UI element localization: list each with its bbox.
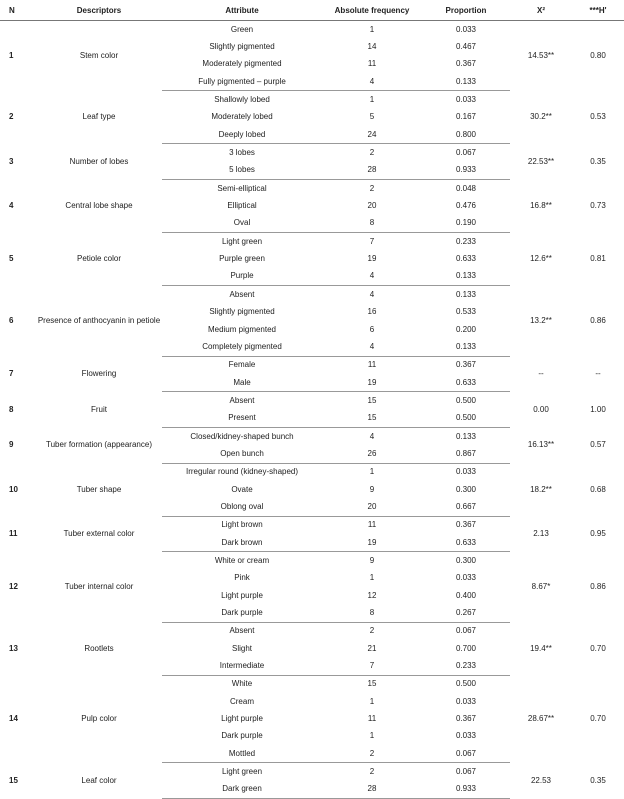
proportion-cell: 0.133 [422, 338, 510, 356]
proportion-cell: 0.667 [422, 498, 510, 516]
frequency-cell: 4 [322, 73, 422, 91]
attribute-cell: Completely pigmented [162, 338, 322, 356]
proportion-cell: 0.033 [455, 24, 477, 34]
proportion-cell: 0.867 [422, 445, 510, 463]
proportion-cell: 0.067 [455, 767, 477, 777]
diversity-index-cell: 0.70 [590, 643, 606, 653]
attribute-cell: Oval [162, 215, 322, 233]
header-diversity-index: ***H' [572, 0, 624, 21]
chi-square-cell: 16.8** [530, 201, 552, 211]
table-row [0, 91, 624, 109]
attribute-cell: Light purple [221, 590, 263, 600]
frequency-cell: 1 [369, 573, 375, 583]
diversity-index-cell: 0.53 [590, 112, 606, 122]
chi-square-cell: 18.2** [530, 484, 552, 494]
table-row [0, 392, 624, 410]
row-number: 10 [9, 484, 18, 494]
frequency-cell: 26 [322, 445, 422, 463]
header-descriptors: Descriptors [36, 0, 162, 21]
table-row [0, 552, 624, 570]
frequency-cell: 28 [322, 781, 422, 799]
table-header [0, 0, 624, 21]
diversity-index-cell: 0.68 [590, 484, 606, 494]
frequency-cell: 14 [367, 42, 377, 52]
table-row [0, 356, 624, 374]
frequency-cell: 11 [367, 520, 377, 530]
attribute-cell: Cream [229, 696, 254, 706]
descriptor-name: Petiole color [76, 254, 122, 264]
attribute-cell: White or cream [214, 555, 270, 565]
proportion-cell: 0.067 [455, 148, 477, 158]
frequency-cell: 19 [367, 254, 377, 264]
attribute-cell: Moderately lobed [211, 112, 273, 122]
table-row [0, 233, 624, 251]
attribute-cell: Light green [221, 236, 263, 246]
frequency-cell: 7 [322, 657, 422, 675]
attribute-cell: Purple green [219, 254, 265, 264]
row-number: 3 [9, 156, 14, 166]
proportion-cell: 0.933 [422, 162, 510, 180]
descriptor-name: Central lobe shape [65, 201, 133, 211]
attribute-cell: Male [162, 374, 322, 392]
row-number: 12 [9, 582, 18, 591]
frequency-cell: 20 [322, 498, 422, 516]
row-number: 5 [9, 254, 14, 264]
frequency-cell: 7 [369, 236, 375, 246]
header-absolute-frequency: Absolute frequency [322, 0, 422, 21]
attribute-cell: Semi-elliptical [217, 183, 267, 193]
table-row [0, 675, 624, 693]
attribute-cell: Light purple [221, 714, 263, 724]
row-number: 6 [9, 315, 14, 325]
chi-square-cell: 22.53** [527, 156, 555, 166]
table-row [0, 286, 624, 304]
diversity-index-cell: 0.80 [590, 50, 606, 60]
frequency-cell: 11 [367, 59, 377, 69]
frequency-cell: 1 [369, 467, 375, 477]
proportion-cell: 0.133 [422, 73, 510, 91]
proportion-cell: 0.700 [455, 643, 477, 653]
proportion-cell: 0.400 [455, 590, 477, 600]
attribute-cell: Present [162, 410, 322, 428]
frequency-cell: 9 [369, 484, 375, 494]
frequency-cell: 1 [369, 95, 375, 105]
row-number: 7 [9, 368, 14, 378]
row-number: 2 [9, 112, 14, 122]
frequency-cell: 4 [322, 338, 422, 356]
proportion-cell: 0.233 [422, 657, 510, 675]
chi-square-cell: 19.4** [530, 643, 552, 653]
frequency-cell: 28 [322, 162, 422, 180]
frequency-cell: 11 [367, 714, 377, 724]
frequency-cell: 2 [322, 745, 422, 763]
chi-square-cell: 12.6** [530, 254, 552, 264]
row-number: 4 [9, 201, 14, 211]
row-number: 11 [9, 528, 18, 538]
row-number: 14 [9, 714, 18, 724]
proportion-cell: 0.367 [455, 59, 477, 69]
attribute-cell: Elliptical [227, 201, 257, 211]
proportion-cell: 0.033 [455, 731, 477, 741]
attribute-cell: Closed/kidney-shaped bunch [190, 431, 294, 441]
attribute-cell: Slightly pigmented [209, 307, 275, 317]
proportion-cell: 0.500 [455, 395, 477, 405]
attribute-cell: Shallowly lobed [214, 95, 270, 105]
frequency-cell: 24 [322, 126, 422, 144]
frequency-cell: 8 [322, 215, 422, 233]
frequency-cell: 16 [367, 307, 377, 317]
diversity-index-cell: 0.57 [590, 440, 606, 450]
chi-square-cell: 0.00 [533, 404, 549, 414]
proportion-cell: 0.033 [455, 95, 477, 105]
frequency-cell: 1 [369, 696, 375, 706]
frequency-cell: 9 [369, 555, 375, 565]
header-proportion: Proportion [422, 0, 510, 21]
frequency-cell: 6 [369, 324, 375, 334]
proportion-cell: 0.133 [455, 289, 477, 299]
descriptor-name: Rootlets [84, 643, 114, 653]
attribute-cell: Dark brown [162, 534, 322, 552]
attribute-cell: Pink [234, 573, 250, 583]
descriptor-name: Stem color [79, 50, 119, 60]
table-row [0, 622, 624, 640]
diversity-index-cell: 0.86 [590, 582, 606, 591]
attribute-cell: Mottled [162, 745, 322, 763]
descriptor-name: Fruit [91, 404, 107, 414]
chi-square-cell: 28.67** [527, 714, 555, 724]
attribute-cell: Moderately pigmented [202, 59, 282, 69]
descriptor-name: Leaf type [82, 112, 116, 122]
descriptor-name: Presence of anthocyanin in petiole [37, 315, 161, 325]
diversity-index-cell: 1.00 [590, 404, 606, 414]
row-number: 9 [9, 440, 14, 450]
frequency-cell: 2 [369, 767, 375, 777]
frequency-cell: 5 [369, 112, 375, 122]
chi-square-cell: 14.53** [527, 50, 555, 60]
frequency-cell: 2 [369, 148, 375, 158]
frequency-cell: 1 [369, 24, 375, 34]
attribute-cell: Deeply lobed [162, 126, 322, 144]
frequency-cell: 19 [322, 374, 422, 392]
table-row [0, 180, 624, 198]
attribute-cell: Ovate [231, 484, 253, 494]
attribute-cell: Open bunch [162, 445, 322, 463]
proportion-cell: 0.048 [455, 183, 477, 193]
frequency-cell: 4 [369, 431, 375, 441]
chi-square-cell: 2.13 [533, 528, 549, 538]
attribute-cell: White [231, 679, 253, 689]
descriptor-name: Number of lobes [69, 156, 129, 166]
proportion-cell: 0.933 [422, 781, 510, 799]
attribute-cell: Purple [162, 268, 322, 286]
attribute-cell: Fully pigmented – purple [162, 73, 322, 91]
proportion-cell: 0.500 [455, 679, 477, 689]
chi-square-cell: 22.53 [530, 775, 552, 785]
frequency-cell: 15 [367, 679, 377, 689]
proportion-cell: 0.300 [455, 484, 477, 494]
frequency-cell: 21 [367, 643, 377, 653]
attribute-cell: Dark purple [221, 731, 263, 741]
attribute-cell: Absent [229, 289, 255, 299]
table-row [0, 21, 624, 39]
proportion-cell: 0.633 [422, 534, 510, 552]
descriptor-name: Pulp color [81, 714, 117, 724]
proportion-cell: 0.167 [455, 112, 477, 122]
row-number: 1 [9, 50, 14, 60]
proportion-cell: 0.367 [455, 520, 477, 530]
proportion-cell: 0.267 [422, 604, 510, 622]
table-row [0, 516, 624, 534]
descriptor-name: Tuber internal color [64, 582, 134, 591]
proportion-cell: 0.200 [455, 324, 477, 334]
attribute-cell: Dark purple [162, 604, 322, 622]
diversity-index-cell: 0.73 [590, 201, 606, 211]
header-chi-square: X² [510, 0, 572, 21]
diversity-index-cell: 0.70 [590, 714, 606, 724]
diversity-index-cell: 0.81 [590, 254, 606, 264]
proportion-cell: 0.190 [422, 215, 510, 233]
chi-square-cell: -- [538, 368, 544, 378]
proportion-cell: 0.467 [455, 42, 477, 52]
proportion-cell: 0.500 [422, 410, 510, 428]
attribute-cell: Irregular round (kidney-shaped) [185, 467, 299, 477]
attribute-cell: Light green [221, 767, 263, 777]
attribute-cell: Light brown [221, 520, 263, 530]
attribute-cell: Absent [229, 395, 255, 405]
proportion-cell: 0.476 [455, 201, 477, 211]
row-number: 15 [9, 775, 18, 785]
diversity-index-cell: 0.95 [590, 528, 606, 538]
attribute-cell: Absent [229, 626, 255, 636]
attribute-cell: Oblong oval [162, 498, 322, 516]
proportion-cell: 0.033 [455, 573, 477, 583]
attribute-cell: Slightly pigmented [209, 42, 275, 52]
frequency-cell: 19 [322, 534, 422, 552]
table-row [0, 144, 624, 162]
frequency-cell: 11 [367, 360, 377, 370]
proportion-cell: 0.300 [455, 555, 477, 565]
frequency-cell: 2 [369, 183, 375, 193]
row-number: 13 [9, 643, 18, 653]
diversity-index-cell: 0.35 [590, 775, 606, 785]
chi-square-cell: 8.67* [531, 582, 551, 591]
descriptor-name: Leaf color [81, 775, 117, 785]
proportion-cell: 0.533 [455, 307, 477, 317]
row-number: 8 [9, 404, 14, 414]
frequency-cell: 8 [322, 604, 422, 622]
frequency-cell: 4 [322, 268, 422, 286]
proportion-cell: 0.367 [455, 360, 477, 370]
proportion-cell: 0.800 [422, 126, 510, 144]
proportion-cell: 0.633 [455, 254, 477, 264]
diversity-index-cell: -- [595, 368, 601, 378]
frequency-cell: 12 [367, 590, 377, 600]
attribute-cell: 3 lobes [229, 148, 255, 158]
proportion-cell: 0.367 [455, 714, 477, 724]
proportion-cell: 0.133 [422, 268, 510, 286]
header-n: N [0, 0, 36, 21]
proportion-cell: 0.033 [455, 467, 477, 477]
attribute-cell: Slight [231, 643, 252, 653]
frequency-cell: 1 [369, 731, 375, 741]
proportion-cell: 0.067 [455, 626, 477, 636]
attribute-cell: Intermediate [162, 657, 322, 675]
proportion-cell: 0.033 [455, 696, 477, 706]
frequency-cell: 15 [367, 395, 377, 405]
proportion-cell: 0.133 [455, 431, 477, 441]
frequency-cell: 2 [369, 626, 375, 636]
header-attribute: Attribute [162, 0, 322, 21]
attribute-cell: Female [228, 360, 256, 370]
proportion-cell: 0.233 [455, 236, 477, 246]
attribute-cell: 5 lobes [162, 162, 322, 180]
descriptor-name: Tuber shape [76, 484, 122, 494]
table-row [0, 463, 624, 481]
chi-square-cell: 13.2** [530, 315, 552, 325]
proportion-cell: 0.067 [422, 745, 510, 763]
chi-square-cell: 16.13** [527, 440, 555, 450]
attribute-cell: Dark green [162, 781, 322, 799]
descriptor-name: Flowering [81, 368, 117, 378]
frequency-cell: 15 [322, 410, 422, 428]
diversity-index-cell: 0.86 [590, 315, 606, 325]
descriptor-name: Tuber formation (appearance) [46, 440, 152, 450]
table-row [0, 427, 624, 445]
attribute-cell: Green [230, 24, 254, 34]
proportion-cell: 0.633 [422, 374, 510, 392]
table-row [0, 763, 624, 781]
frequency-cell: 4 [369, 289, 375, 299]
chi-square-cell: 30.2** [530, 112, 552, 122]
attribute-cell: Medium pigmented [207, 324, 277, 334]
descriptor-name: Tuber external color [63, 528, 135, 538]
diversity-index-cell: 0.35 [590, 156, 606, 166]
table-body [0, 21, 624, 799]
frequency-cell: 20 [367, 201, 377, 211]
